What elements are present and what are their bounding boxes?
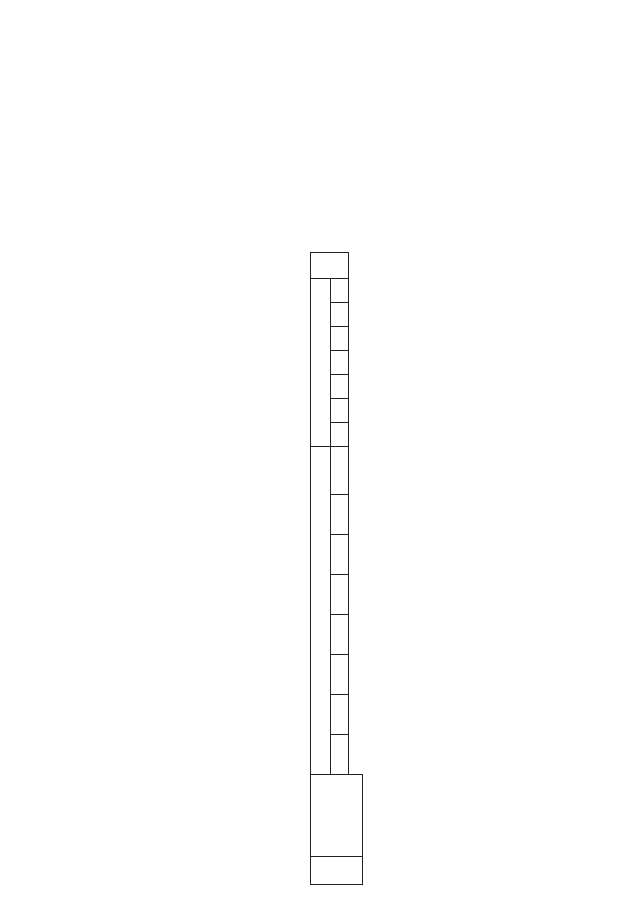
header-year [331,495,349,535]
header-year [331,735,349,775]
header-group-area [311,447,331,775]
appendix-block [68,15,86,315]
header-year [331,423,349,447]
header-year [331,575,349,615]
header-people-total [311,253,349,279]
header-year [331,399,349,423]
header-group-people [311,279,331,447]
header-year [331,375,349,399]
header-name [311,775,363,857]
header-year [331,615,349,655]
header-year [331,279,349,303]
header-row-groups [311,253,331,885]
header-year [331,695,349,735]
header-row-index [363,253,376,885]
table-body [311,253,376,885]
indicators-table [310,252,376,885]
header-area-total [331,447,349,495]
header-no [311,857,363,885]
header-year [331,535,349,575]
header-year [331,351,349,375]
header-year [331,303,349,327]
appendix-date-line [70,15,86,315]
header-year [331,655,349,695]
header-year [331,327,349,351]
